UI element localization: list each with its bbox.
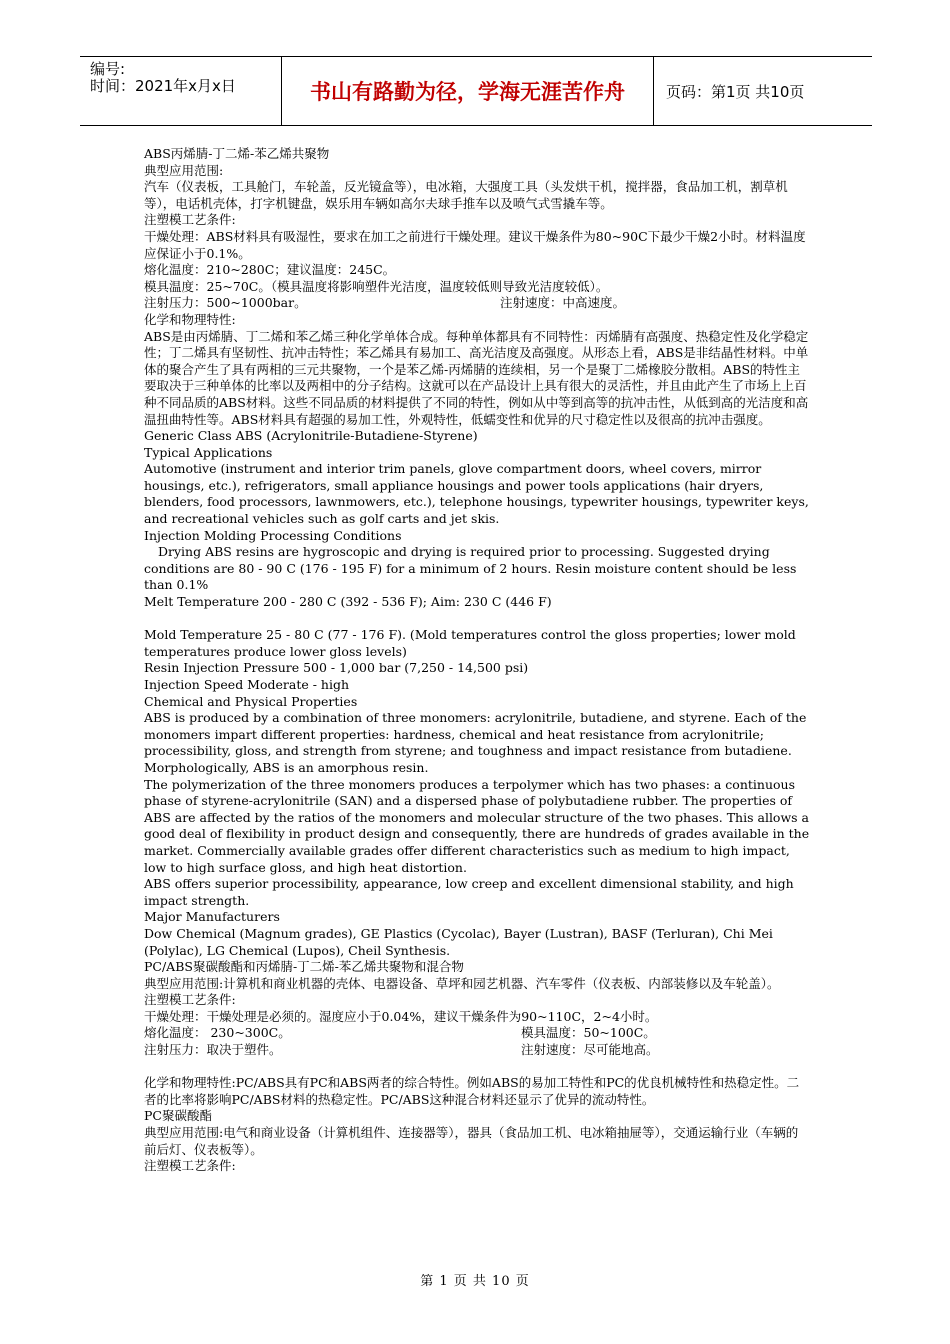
- text-line: Injection Molding Processing Conditions: [144, 527, 402, 543]
- text-line: PC聚碳酸酯: [144, 1108, 212, 1124]
- text-line: Generic Class ABS (Acrylonitrile-Butadiene-Styrene): [144, 428, 478, 444]
- text-line: 注塑模工艺条件:: [144, 992, 236, 1008]
- text-line: 典型应用范围:: [144, 162, 224, 178]
- text-line: 熔化温度： 230~300C。: [144, 1025, 291, 1041]
- text-paragraph: ABS是由丙烯腈、丁二烯和苯乙烯三种化学单体合成。每种单体都具有不同特性：丙烯腈有高强度、热稳定性及化学稳定性；丁二烯具有坚韧性、抗冲击特性；苯乙烯具有易加工、高光洁度及高强度。从形态上看，ABS是非结晶性材料。中单体的聚合产生了具有两相的三元共聚物，一个是苯乙烯-丙烯腈的连续相，另一个是聚丁二烯橡胶分散相。ABS的特性主要取决于三种单体的比率以及两相中的分子结构。这就可以在产品设计上具有很大的灵活性，并且由此产生了市场上上百种不同品质的ABS材料。这些不同品质的材料提供了不同的特性，例如从中等到高等的抗冲击性，从低到高的光洁度和高温扭曲特性等。ABS材料具有超强的易加工性，外观特性，低蠕变性和优异的尺寸稳定性以及很高的抗冲击强度。: [144, 328, 809, 427]
- text-row: [144, 1042, 810, 1059]
- text-line: 熔化温度：210~280C；建议温度：245C。: [144, 262, 396, 278]
- text-line: Resin Injection Pressure 500 - 1,000 bar (7,250 - 14,500 psi): [144, 660, 529, 676]
- text-paragraph: 化学和物理特性:PC/ABS具有PC和ABS两者的综合特性。例如ABS的易加工特性和PC的优良机械特性和热稳定性。二者的比率将影响PC/ABS材料的热稳定性。PC/ABS这种混合材料还显示了优异的流动特性。: [144, 1075, 800, 1107]
- text-paragraph: ABS is produced by a combination of three monomers: acrylonitrile, butadiene, and styrene. Each of the monomers impart different properties: hardness, chemical and heat resistance from acrylonitrile; processibility, gloss, and strength from styrene; and toughness and impact resistance from butadiene. Morphologically, ABS is an amorphous resin.: [144, 710, 807, 775]
- text-line: 注塑模工艺条件:: [144, 1158, 236, 1174]
- text-line: 化学和物理特性:: [144, 311, 236, 327]
- text-line: 注塑模工艺条件:: [144, 212, 236, 228]
- document-body: [144, 146, 810, 1175]
- text-paragraph: Mold Temperature 25 - 80 C (77 - 176 F). (Mold temperatures control the gloss properties; lower mold temperatures produce lower gloss levels): [144, 627, 796, 659]
- text-paragraph: Dow Chemical (Magnum grades), GE Plastics (Cycolac), Bayer (Lustran), BASF (Terluran), Chi Mei (Polylac), LG Chemical (Lupos), Cheil Synthesis.: [144, 925, 773, 958]
- text-line: PC/ABS聚碳酸酯和丙烯腈-丁二烯-苯乙烯共聚物和混合物: [144, 959, 464, 975]
- text-line: 模具温度：50~100C。: [521, 1025, 656, 1041]
- text-line: Injection Speed Moderate - high: [144, 677, 350, 692]
- header-motto: 书山有路勤为径，学海无涯苦作舟: [282, 57, 654, 125]
- text-line: 干燥处理：干燥处理是必须的。湿度应小于0.04%，建议干燥条件为90~110C，2~4小时。: [144, 1008, 658, 1024]
- text-row: [144, 295, 810, 312]
- text-line: 干燥处理：ABS材料具有吸湿性，要求在加工之前进行干燥处理。建议干燥条件为80~90C下最少干燥2小时。材料温度应保证小于0.1%。: [144, 228, 806, 261]
- blank-line: [144, 611, 810, 628]
- text-line: 注射压力：取决于塑件。: [144, 1042, 282, 1058]
- text-paragraph: 典型应用范围:计算机和商业机器的壳体、电器设备、草坪和园艺机器、汽车零件（仪表板、内部装修以及车轮盖）。: [144, 975, 780, 991]
- text-line: Chemical and Physical Properties: [144, 693, 358, 709]
- document-number-label: 编号:: [90, 60, 126, 78]
- text-line: Typical Applications: [144, 444, 273, 460]
- document-time: 时间：2021年x月x日: [90, 77, 236, 95]
- header-page-info: 页码：第1页 共10页: [666, 82, 805, 101]
- page-header: [80, 56, 872, 126]
- page-footer: 第 1 页 共 10 页: [420, 1274, 530, 1289]
- text-line: 注射速度：中高速度。: [500, 295, 626, 311]
- text-paragraph: The polymerization of the three monomers produces a terpolymer which has two phases: a continuous phase of styrene-acrylonitrile (SAN) and a dispersed phase of polybutadiene rubber. The properties of ABS are affected by the ratios of the monomers and molecular structure of the two phases. This allows a good deal of flexibility in product design and consequently, there are hundreds of grades available in the market. Commercially available grades offer different characteristics such as medium to high impact, low to high surface gloss, and high heat distortion.: [144, 776, 810, 875]
- text-line: 注射速度：尽可能地高。: [521, 1042, 659, 1058]
- text-line: Melt Temperature 200 - 280 C (392 - 536 F); Aim: 230 C (446 F): [144, 594, 552, 610]
- text-line: 模具温度：25~70C。（模具温度将影响塑件光洁度，温度较低则导致光洁度较低）。: [144, 278, 609, 294]
- text-paragraph: 典型应用范围:电气和商业设备（计算机组件、连接器等），器具（食品加工机、电冰箱抽屉等），交通运输行业（车辆的前后灯、仪表板等）。: [144, 1125, 799, 1157]
- text-line: ABS丙烯腈-丁二烯-苯乙烯共聚物: [144, 146, 330, 161]
- blank-line: [144, 1059, 810, 1076]
- text-line: 注射压力：500~1000bar。: [144, 295, 307, 311]
- text-line: Major Manufacturers: [144, 909, 280, 925]
- header-meta: [80, 57, 282, 125]
- text-paragraph: ABS offers superior processibility, appearance, low creep and excellent dimensional stability, and high impact strength.: [144, 876, 794, 908]
- text-paragraph: Drying ABS resins are hygroscopic and drying is required prior to processing. Suggested drying conditions are 80 - 90 C (176 - 195 F) for a minimum of 2 hours. Resin moisture content should be less than 0.1%: [144, 544, 797, 593]
- text-line: 汽车（仪表板，工具舱门，车轮盖，反光镜盒等），电冰箱，大强度工具（头发烘干机，搅拌器，食品加工机，割草机等），电话机壳体，打字机键盘，娱乐用车辆如高尔夫球手推车以及喷气式雪撬车等。: [144, 179, 788, 211]
- text-paragraph: Automotive (instrument and interior trim panels, glove compartment doors, wheel covers, mirror housings, etc.), refrigerators, small appliance housings and power tools applications (hair dryers, blenders, food processors, lawnmowers, etc.), telephone housings, typewriter housings, typewriter keys, and recreational vehicles such as golf carts and jet skis.: [144, 461, 809, 527]
- text-row: [144, 1025, 810, 1042]
